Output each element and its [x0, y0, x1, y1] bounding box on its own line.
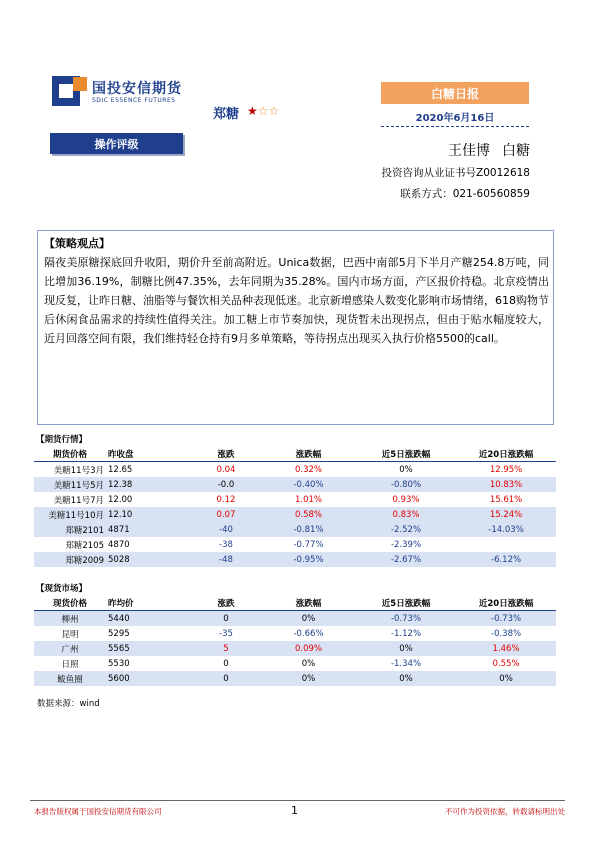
row-change: -0.0	[191, 477, 261, 492]
row-name: 郑糖2009	[34, 552, 106, 567]
row-d20: 12.95%	[489, 464, 523, 475]
row-d5: 0%	[356, 671, 456, 686]
footer-disclaimer: 不可作为投资依据，转载请标明出处	[445, 807, 565, 816]
row-close: 5295	[108, 628, 130, 639]
column-header: 涨跌幅	[261, 595, 356, 611]
row-d20: 15.61%	[489, 494, 523, 505]
row-name: 郑糖2101	[34, 522, 106, 537]
row-pct: 0.58%	[261, 507, 356, 522]
author-line	[436, 140, 530, 160]
row-pct: 0.09%	[261, 641, 356, 656]
column-header: 期货价格	[34, 446, 106, 462]
table-row	[34, 641, 556, 656]
row-close: 12.65	[108, 464, 133, 475]
section-title: 【现货市场】	[36, 583, 88, 594]
row-d20: -14.03%	[456, 522, 556, 537]
row-change: -40	[191, 522, 261, 537]
row-d5: -2.67%	[356, 552, 456, 567]
row-pct: -0.95%	[261, 552, 356, 567]
table-row	[34, 522, 556, 537]
row-change: -48	[191, 552, 261, 567]
row-change: 0.07	[191, 507, 261, 522]
table-row	[34, 552, 556, 567]
row-change: -38	[219, 539, 233, 550]
column-header: 近20日涨跌幅	[456, 595, 556, 611]
row-name: 美糖11号7月	[53, 495, 104, 506]
row-d5: 0.83%	[356, 507, 456, 522]
star-filled-icon: ★	[247, 104, 258, 118]
row-close: 5565	[106, 641, 191, 656]
row-d5: -0.80%	[356, 477, 456, 492]
row-close: 5530	[108, 658, 130, 669]
row-d5: 0.93%	[392, 494, 420, 505]
footer-copyright: 本报告版权属于国投安信期货有限公司	[34, 807, 162, 816]
row-d20: 10.83%	[456, 477, 556, 492]
row-close: 4871	[106, 522, 191, 537]
row-pct: 0%	[261, 611, 356, 627]
table-row	[34, 537, 556, 552]
row-close: 5600	[106, 671, 191, 686]
row-change: 0.04	[216, 464, 236, 475]
operation-rating-label: 操作评级	[50, 133, 183, 154]
row-name: 鲅鱼圈	[34, 671, 106, 686]
column-header: 近5日涨跌幅	[356, 446, 456, 462]
row-d5: 0%	[356, 641, 456, 656]
row-d20: 1.46%	[456, 641, 556, 656]
column-header: 近20日涨跌幅	[456, 446, 556, 462]
table-row	[34, 462, 556, 478]
row-pct: 0%	[301, 658, 316, 669]
row-d20	[456, 537, 556, 552]
column-header: 现货价格	[34, 595, 106, 611]
row-d5: -1.12%	[390, 628, 422, 639]
row-d5: 0%	[399, 464, 413, 475]
table-row	[34, 611, 556, 627]
row-name: 美糖11号10月	[34, 507, 106, 522]
row-name: 日照	[61, 659, 79, 670]
strategy-body: 隔夜美原糖探底回升收阳，期价升至前高附近。Unica数据，巴西中南部5月下半月产糖254.8万吨，同比增加36.19%，制糖比例47.35%，去年同期为35.28%。国内市场方面，产区报价持稳。北京疫情出现反复，让昨日糖、油脂等与餐饮相关品种表现低迷。北京新增感染人数变化影响市场情绪，618购物节后休闲食品需求的持续性值得关注。加工糖上市节奏加快，现货暂未出现拐点，但由于贴水幅度较大，近月回落空间有限，我们维持轻仓持有9月多单策略，等待拐点出现买入执行价格5500的call。	[44, 256, 549, 345]
row-d20: -0.38%	[491, 628, 522, 639]
row-pct: -0.77%	[293, 539, 324, 550]
row-close: 4870	[108, 539, 130, 550]
row-close: 12.00	[108, 494, 133, 505]
table-row	[34, 626, 556, 641]
report-date: 2020年6月16日	[415, 113, 495, 124]
page-number: 1	[291, 804, 298, 817]
row-change: 5	[191, 641, 261, 656]
row-change: -35	[219, 628, 233, 639]
table-row	[34, 656, 556, 671]
section-title: 【期货行情】	[36, 434, 88, 445]
row-d20: 15.24%	[456, 507, 556, 522]
futures-table	[34, 431, 556, 567]
row-name: 广州	[34, 641, 106, 656]
row-d20: 0%	[456, 671, 556, 686]
row-name: 柳州	[34, 611, 106, 627]
row-pct: -0.66%	[293, 628, 324, 639]
row-close: 12.38	[106, 477, 191, 492]
column-header: 涨跌幅	[261, 446, 356, 462]
table-row	[34, 671, 556, 686]
row-pct: -0.81%	[261, 522, 356, 537]
row-close: 5028	[106, 552, 191, 567]
column-header: 昨均价	[106, 595, 191, 611]
section-title-row	[34, 431, 556, 446]
data-source: 数据来源：wind	[37, 699, 100, 709]
row-d5: -2.52%	[356, 522, 456, 537]
brand-name-en: SDIC ESSENCE FUTURES	[92, 97, 176, 104]
star-empty-icon: ☆☆	[257, 104, 280, 118]
author-name: 王佳博	[448, 143, 490, 159]
row-d5: -1.34%	[390, 658, 422, 669]
brand-name-cn: 国投安信期货	[92, 81, 182, 97]
row-close: 5440	[106, 611, 191, 627]
report-type-tag: 白糖日报	[381, 82, 529, 104]
product-name: 郑糖	[213, 107, 240, 122]
row-d20: 0.55%	[492, 658, 520, 669]
row-d5: -0.73%	[356, 611, 456, 627]
contact-info: 联系方式：021-60560859	[400, 188, 530, 200]
row-change: 0	[223, 658, 229, 669]
row-close: 12.10	[106, 507, 191, 522]
column-header: 涨跌	[191, 446, 261, 462]
date-divider	[381, 126, 529, 127]
row-change: 0	[191, 611, 261, 627]
strategy-heading: 【策略观点】	[44, 237, 110, 250]
column-header: 涨跌	[191, 595, 261, 611]
row-pct: -0.40%	[261, 477, 356, 492]
author-role: 白糖	[502, 143, 530, 159]
row-change: 0.12	[216, 494, 236, 505]
row-d20: -0.73%	[456, 611, 556, 627]
row-pct: 0%	[261, 671, 356, 686]
table-row	[34, 477, 556, 492]
spot-table	[34, 580, 556, 686]
row-name: 昆明	[61, 629, 79, 640]
row-change: 0	[191, 671, 261, 686]
row-pct: 0.32%	[294, 464, 322, 475]
certificate-number: 投资咨询从业证书号Z0012618	[381, 167, 530, 179]
row-name: 美糖11号5月	[34, 477, 106, 492]
row-name: 美糖11号3月	[53, 465, 104, 476]
rating-stars	[247, 104, 279, 118]
table-header-row	[34, 595, 556, 611]
row-d5: -2.39%	[390, 539, 422, 550]
row-d20: -6.12%	[456, 552, 556, 567]
row-pct: 1.01%	[294, 494, 322, 505]
table-header-row	[34, 446, 556, 462]
column-header: 近5日涨跌幅	[356, 595, 456, 611]
row-name: 郑糖2105	[65, 540, 104, 551]
section-title-row	[34, 580, 556, 595]
table-row	[34, 507, 556, 522]
column-header: 昨收盘	[106, 446, 191, 462]
table-row	[34, 492, 556, 507]
footer-divider	[30, 800, 565, 801]
company-logo	[52, 76, 92, 106]
